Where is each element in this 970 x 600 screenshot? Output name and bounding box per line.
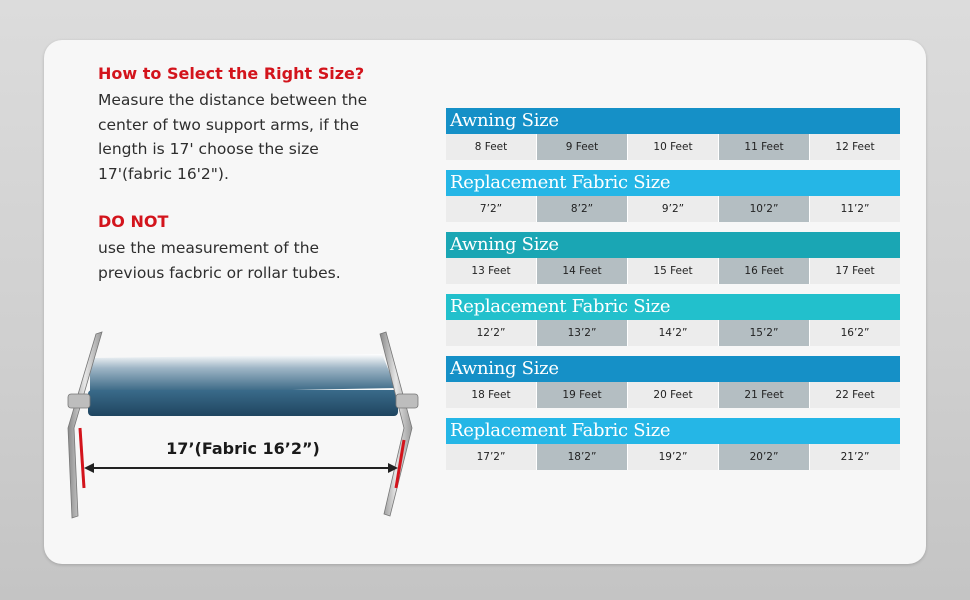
size-cell: 17’2” [446, 444, 537, 470]
size-cell: 9 Feet [537, 134, 628, 160]
warning-title: DO NOT [98, 212, 169, 231]
size-cell: 10’2” [719, 196, 810, 222]
size-cell: 16’2” [810, 320, 900, 346]
size-cell: 15’2” [719, 320, 810, 346]
table-row [446, 196, 900, 222]
size-cell: 21’2” [810, 444, 900, 470]
dimension-label: 17’(Fabric 16’2”) [166, 439, 320, 458]
size-cell: 22 Feet [810, 382, 900, 408]
size-cell: 8 Feet [446, 134, 537, 160]
table-row [446, 444, 900, 470]
size-cell: 14’2” [628, 320, 719, 346]
size-cell: 18 Feet [446, 382, 537, 408]
awning-illustration [60, 328, 430, 520]
table-row [446, 134, 900, 160]
size-cell: 9’2” [628, 196, 719, 222]
size-cell: 18’2” [537, 444, 628, 470]
size-cell: 21 Feet [719, 382, 810, 408]
size-cell: 8’2” [537, 196, 628, 222]
size-cell: 15 Feet [628, 258, 719, 284]
size-cell: 11’2” [810, 196, 900, 222]
size-cell: 12’2” [446, 320, 537, 346]
size-cell: 7’2” [446, 196, 537, 222]
table-header: Awning Size [446, 232, 900, 258]
table-header: Replacement Fabric Size [446, 170, 900, 196]
table-row [446, 320, 900, 346]
size-cell: 13’2” [537, 320, 628, 346]
instruction-line: length is 17' choose the size [98, 140, 319, 158]
table-header: Replacement Fabric Size [446, 294, 900, 320]
warning-line: previous facbric or rollar tubes. [98, 263, 341, 282]
table-header: Awning Size [446, 108, 900, 134]
instruction-line: 17'(fabric 16'2"). [98, 164, 229, 183]
measure-instructions [98, 88, 367, 186]
size-cell: 17 Feet [810, 258, 900, 284]
size-cell: 10 Feet [628, 134, 719, 160]
size-cell: 11 Feet [719, 134, 810, 160]
instruction-line: Measure the distance between the [98, 91, 368, 109]
instruction-line: center of two support arms, if the [98, 115, 360, 134]
size-cell: 12 Feet [810, 134, 900, 160]
table-header: Replacement Fabric Size [446, 418, 900, 444]
warning-line: use the measurement of the [98, 239, 320, 257]
size-tables [446, 108, 900, 470]
table-row [446, 382, 900, 408]
size-cell: 19’2” [628, 444, 719, 470]
table-row [446, 258, 900, 284]
size-cell: 13 Feet [446, 258, 537, 284]
table-header: Awning Size [446, 356, 900, 382]
right-arm [380, 332, 412, 516]
size-cell: 19 Feet [537, 382, 628, 408]
size-cell: 20 Feet [628, 382, 719, 408]
size-cell: 20’2” [719, 444, 810, 470]
size-cell: 16 Feet [719, 258, 810, 284]
warning-text [98, 236, 341, 285]
size-cell: 14 Feet [537, 258, 628, 284]
size-guide-title: How to Select the Right Size? [98, 64, 365, 83]
